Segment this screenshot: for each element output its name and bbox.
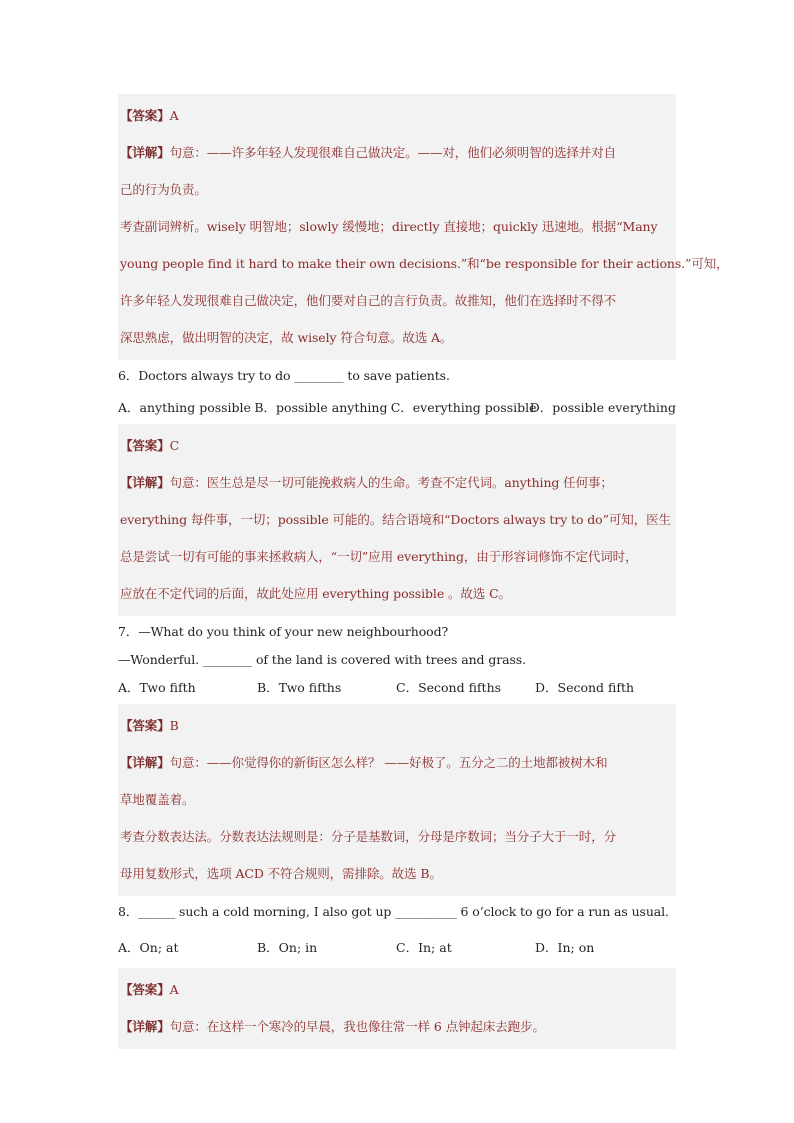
page-content — [118, 94, 729, 1049]
q7-stem-line-1: 7．—What do you think of your new neighbourhood? — [118, 624, 449, 639]
q6-answer-line — [120, 427, 674, 464]
q6-detail-line-3: 总是尝试一切有可能的事来拯救病人，“一切”应用 everything，由于形容词修饰不定代词时， — [120, 549, 638, 564]
q8-option-c: C．In; at — [396, 940, 452, 955]
q7-analysis-line-2: 母用复数形式，选项 ACD 不符合规则，需排除。故选 B。 — [120, 866, 442, 881]
q5-answer-block — [118, 94, 729, 360]
q7-answer-line — [120, 707, 674, 744]
detail-tag: 【详解】 — [120, 1019, 170, 1034]
answer-value: B — [169, 718, 179, 733]
q7-option-d: D．Second fifth — [535, 680, 635, 695]
q8-options — [118, 928, 676, 968]
q7-options — [118, 672, 676, 704]
q7-stem-line-2: —Wonderful. ________ of the land is covered with trees and grass. — [118, 652, 526, 667]
q8-option-b: B．On; in — [257, 940, 318, 955]
q7-detail-line-1 — [120, 744, 674, 781]
q8-option-a: A．On; at — [118, 940, 179, 955]
detail-tag: 【详解】 — [120, 145, 170, 160]
answer-tag: 【答案】 — [120, 438, 170, 453]
detail-text: 句意：医生总是尽一切可能挽救病人的生命。考查不定代词。anything 任何事； — [169, 475, 613, 490]
q8-stem: 8．______ such a cold morning, I also got up __________ 6 o’clock to go for a run as usual. — [118, 904, 669, 919]
q6-option-c: C．everything possible — [390, 400, 537, 415]
q6-answer-block — [118, 424, 676, 616]
q5-detail-line-2: 己的行为负责。 — [120, 182, 207, 197]
answer-tag: 【答案】 — [120, 718, 170, 733]
answer-tag: 【答案】 — [120, 108, 170, 123]
q8-answer-block — [118, 968, 676, 1049]
detail-tag: 【详解】 — [120, 755, 170, 770]
answer-value: A — [169, 108, 179, 123]
q7-analysis-line-1: 考查分数表达法。分数表达法规则是：分子是基数词，分母是序数词；当分子大于一时，分 — [120, 829, 617, 844]
q6-option-a: A．anything possible — [118, 400, 251, 415]
q6-detail-line-2: everything 每件事，一切；possible 可能的。结合语境和“Doctors always try to do”可知，医生 — [120, 512, 671, 527]
q7-question — [118, 616, 676, 672]
q5-analysis-line-1: 考查副词辨析。wisely 明智地；slowly 缓慢地；directly 直接地；quickly 迅速地。根据“Many — [120, 219, 658, 234]
detail-text: 句意：——你觉得你的新街区怎么样？ ——好极了。五分之二的土地都被树木和 — [169, 755, 608, 770]
q8-option-d: D．In; on — [535, 940, 595, 955]
q5-analysis-line-3: 许多年轻人发现很难自己做决定，他们要对自己的言行负责。故推知，他们在选择时不得不 — [120, 293, 617, 308]
q8-answer-line — [120, 971, 674, 1008]
answer-value: A — [169, 982, 179, 997]
q8-detail-line-1 — [120, 1008, 674, 1045]
q7-option-c: C．Second fifths — [396, 680, 502, 695]
q6-stem: 6．Doctors always try to do ________ to save patients. — [118, 368, 450, 383]
answer-tag: 【答案】 — [120, 982, 170, 997]
answer-value: C — [169, 438, 180, 453]
q7-option-a: A．Two fifth — [118, 680, 196, 695]
detail-text: 句意：——许多年轻人发现很难自己做决定。——对，他们必须明智的选择并对自 — [169, 145, 617, 160]
q6-question — [118, 360, 676, 392]
q6-options — [118, 392, 676, 424]
q7-detail-line-2: 草地覆盖着。 — [120, 792, 195, 807]
q6-option-d: D．possible everything — [529, 400, 676, 415]
q6-detail-line-4: 应放在不定代词的后面，故此处应用 everything possible 。故选 C。 — [120, 586, 511, 601]
q7-option-b: B．Two fifths — [257, 680, 342, 695]
q5-detail-line-1 — [120, 134, 674, 171]
detail-text: 句意：在这样一个寒冷的早晨，我也像往常一样 6 点钟起床去跑步。 — [169, 1019, 545, 1034]
q6-detail-line-1 — [120, 464, 674, 501]
q5-analysis-line-4: 深思熟虑，做出明智的决定，故 wisely 符合句意。故选 A。 — [120, 330, 453, 345]
q7-answer-block — [118, 704, 676, 896]
q6-option-b: B．possible anything — [254, 400, 388, 415]
q5-answer-line — [120, 97, 674, 134]
detail-tag: 【详解】 — [120, 475, 170, 490]
q8-question — [118, 896, 676, 928]
q5-analysis-line-2: young people find it hard to make their own decisions.”和“be responsible for their actions.”可知， — [120, 256, 729, 271]
